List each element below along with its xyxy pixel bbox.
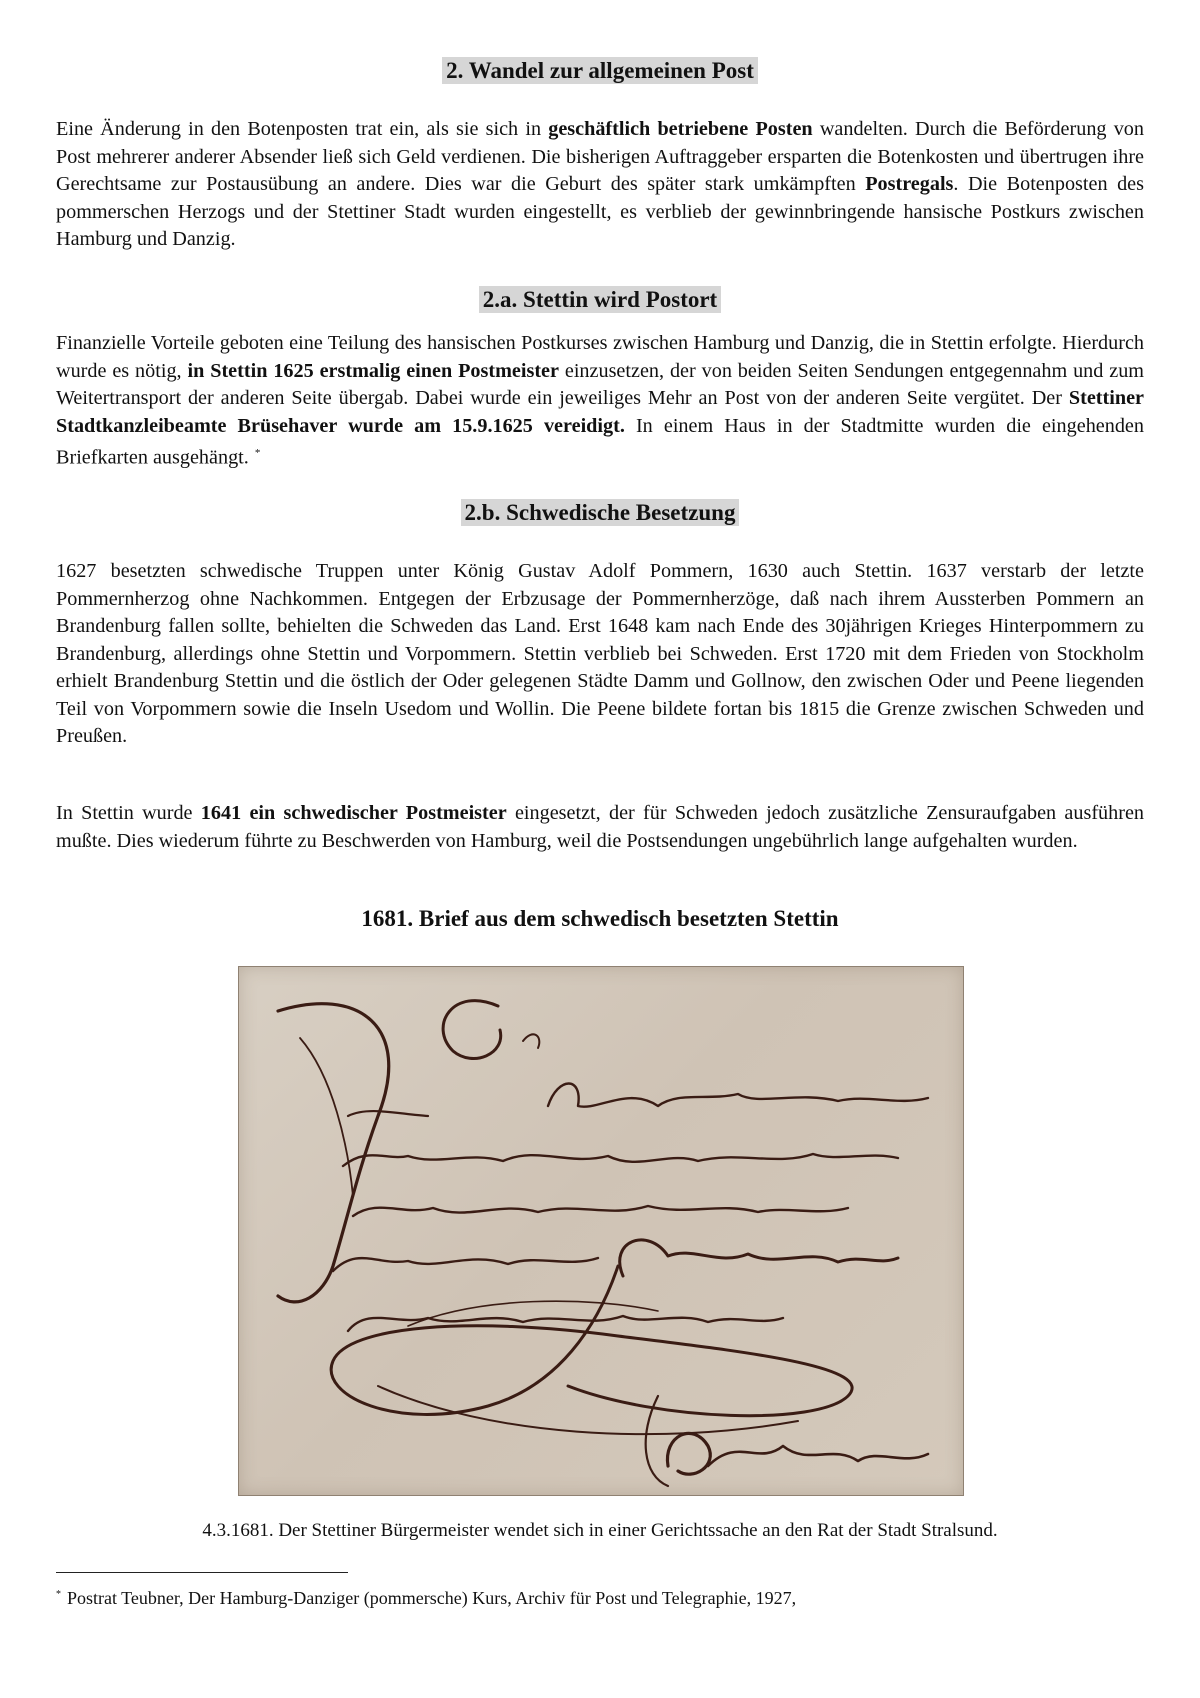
historic-letter-image [238,966,964,1496]
footnote-text: Postrat Teubner, Der Hamburg-Danziger (pommersche) Kurs, Archiv für Post und Telegraphie, 1927, [67,1588,797,1608]
section-2b-paragraph-2 [56,800,1144,855]
emphasized-text: Postregals [865,173,954,195]
section-2-heading: 2. Wandel zur allgemeinen Post [0,56,1200,86]
figure-title: 1681. Brief aus dem schwedisch besetzten Stettin [361,906,839,931]
section-2-paragraph [56,116,1144,254]
text-run: In einem Haus in der Stadtmitte wurden die eingehenden Briefkarten ausgehängt. [56,414,1144,469]
text-run: eingesetzt, der für Schweden jedoch zusätzliche Zensuraufgaben ausführen mußte. Dies wiederum führte zu Beschwerden von Hamburg, weil die Postsendungen ungebührlich lange aufgehalten wurden. [56,802,1145,852]
emphasized-text: 1641 ein schwedischer Postmeister [200,802,507,824]
emphasized-text: Stettiner Stadtkanzleibeamte Brüsehaver wurde am 15.9.1625 vereidigt. [56,387,1144,437]
footnote-mark: * [56,1589,61,1600]
section-2a-heading: 2.a. Stettin wird Postort [0,285,1200,315]
section-2b-paragraph-1 [56,558,1144,751]
emphasized-text: geschäftlich betriebene Posten [548,118,813,140]
text-run: 1627 besetzten schwedische Truppen unter König Gustav Adolf Pommern, 1630 auch Stettin. 1637 verstarb der letzte Pommernherzog ohne Nachkommen. Entgegen der Erbzusage der Pommernherzöge, daß nach ihrem Aussterben Pommern an Brandenburg fallen sollte, behielten die Schweden das Land. Erst 1648 kam nach Ende des 30jährigen Krieges Hinterpommern zu Brandenburg, allerdings ohne Stettin und Vorpommern. Stettin verblieb bei Schweden. Erst 1720 mit dem Frieden von Stockholm erhielt Brandenburg Stettin und die östlich der Oder gelegenen Städte Damm und Gollnow, den zwischen Oder und Peene liegenden Teil von Vorpommern sowie die Inseln Usedom und Wollin. Die Peene bildete fortan bis 1815 die Grenze zwischen Schweden und Preußen. [56,560,1144,747]
text-run: . Die Botenposten des pommerschen Herzogs und der Stettiner Stadt wurden eingestellt, es verblieb der gewinnbringende hansische Postkurs zwischen Hamburg und Danzig. [56,173,1144,250]
handwritten-address-drawing [238,966,964,1496]
footnote [56,1583,1144,1610]
text-run: In Stettin wurde [56,802,201,824]
footnote-divider [56,1572,348,1573]
text-run: wandelten. Durch die Beförderung von Post mehrerer anderer Absender ließ sich Geld verdienen. Die bisherigen Auftraggeber ersparten die Botenkosten und übertrugen ihre Gerechtsame zur Postausübung an andere. Dies war die Geburt des später stark umkämpften [56,118,1144,195]
figure-caption: 4.3.1681. Der Stettiner Bürgermeister wendet sich in einer Gerichtssache an den Rat der Stadt Stralsund. [202,1520,998,1541]
text-run: Eine Änderung in den Botenposten trat ein, als sie sich in [56,118,549,140]
text-run: Finanzielle Vorteile geboten eine Teilung des hansischen Postkurses zwischen Hamburg und Danzig, die in Stettin erfolgte. Hierdurch wurde es nötig, [56,332,1144,382]
section-2a-paragraph [56,330,1144,472]
text-run: einzusetzen, der von beiden Seiten Sendungen entgegennahm und zum Weitertransport der anderen Seite übergab. Dabei wurde ein jeweiliges Mehr an Post von der anderen Seite vergütet. Der [56,359,1145,409]
section-2b-heading: 2.b. Schwedische Besetzung [0,498,1200,528]
footnote-reference: * [254,447,261,459]
emphasized-text: in Stettin 1625 erstmalig einen Postmeister [187,359,559,382]
